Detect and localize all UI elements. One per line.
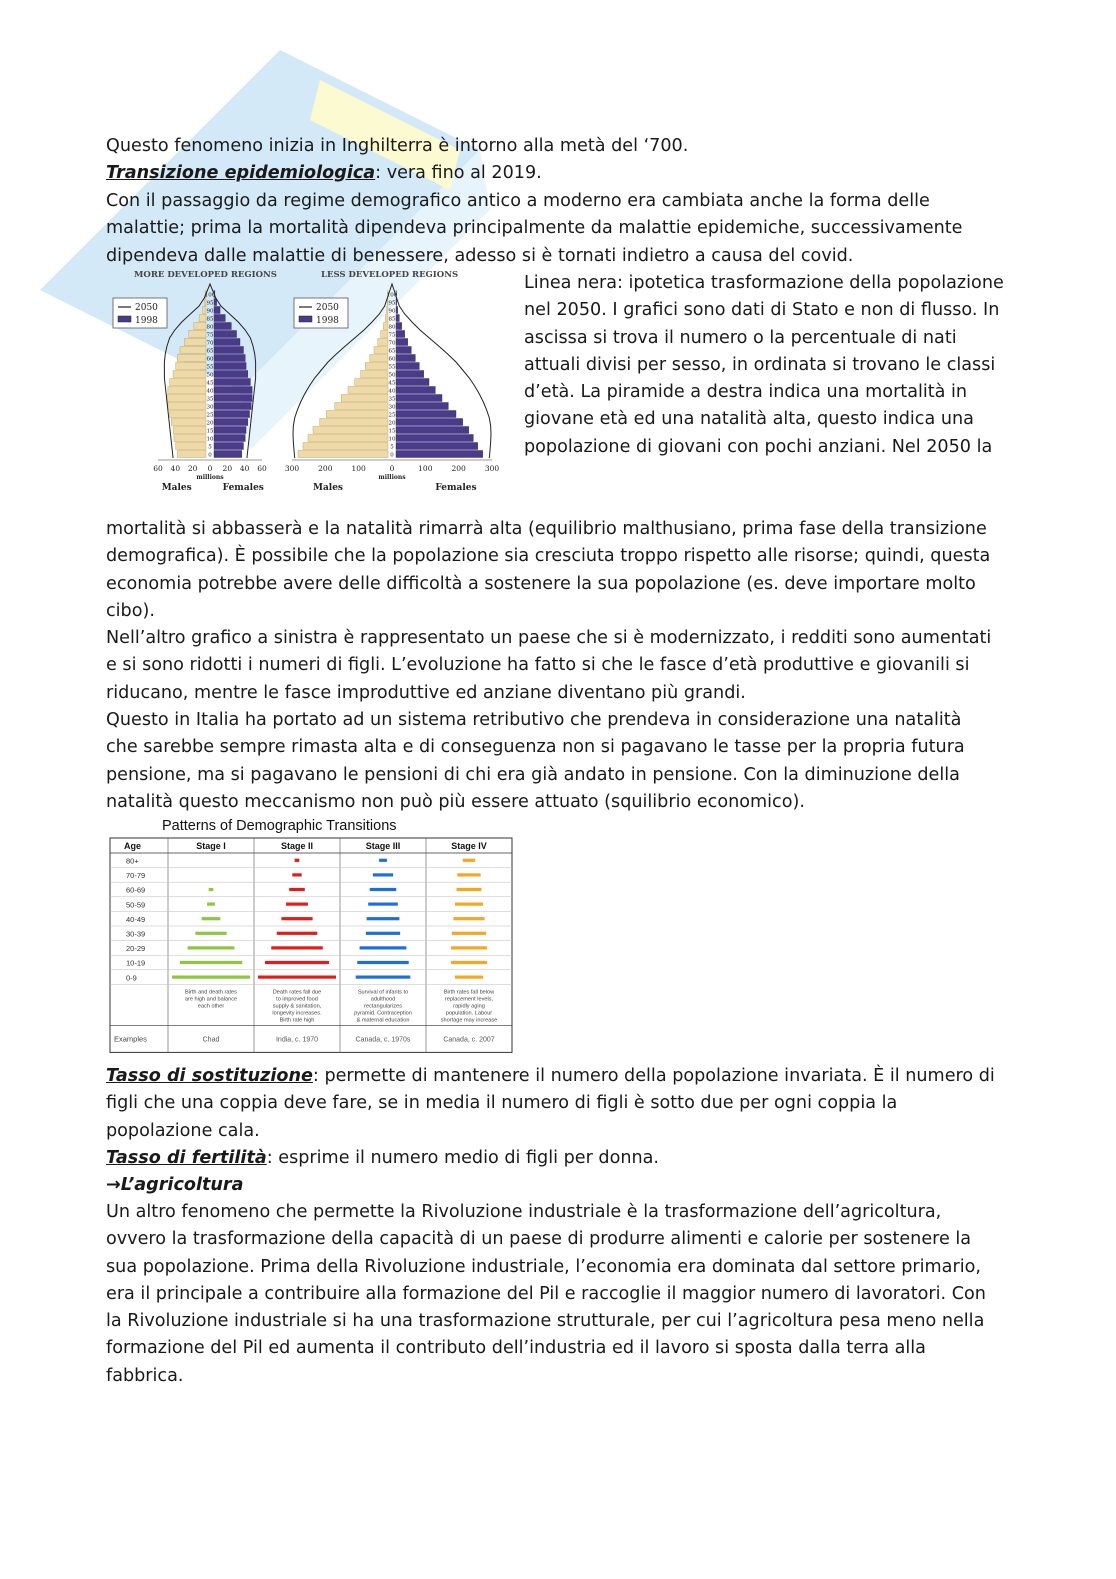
arrow-right-icon: → [106, 1175, 121, 1195]
column-header: Age [124, 841, 142, 851]
transition-bar [202, 917, 221, 920]
stage-description: shortage may increase [440, 1017, 498, 1024]
pyramid-bar-female [214, 395, 252, 402]
pyramid-bar-female [396, 403, 448, 410]
side-text-pyramids: Linea nera: ipotetica trasformazione della popolazione nel 2050. I grafici sono dati di Stato e non di flusso. In ascissa si trova il numero o la percentuale di nati attuali divisi per sesso, in ordinata si trovano le classi d’età. La piramide a destra indica una mortalità in giovane età ed una natalità alta, questo indica una popolazione di giovani con pochi anziani. Nel 2050 la [524, 273, 1004, 457]
age-tick-label: 65 [388, 348, 396, 355]
pyramid-bar-male [177, 355, 206, 362]
replacement-rate-text: : permette di mantenere il numero della popolazione invariata. È il numero di figli che una coppia deve fare, se in media il numero di figli è sotto due per ogni coppia la popolazione cala. [106, 1066, 995, 1141]
pyramid-bar-female [396, 355, 415, 362]
transition-bar [453, 917, 484, 920]
column-header: Stage IV [451, 841, 487, 851]
legend-label-2050: 2050 [316, 303, 339, 313]
pyramid-bar-male [365, 363, 388, 370]
pyramid-bar-male [194, 323, 206, 330]
pyramid-bar-female [396, 411, 456, 418]
x-tick-label: 0 [389, 464, 395, 473]
transition-bar [457, 888, 482, 891]
pyramid-bar-female [396, 419, 463, 426]
pyramid-bar-male [180, 347, 206, 354]
transition-bar [295, 859, 300, 862]
pyramid-bar-female [214, 435, 245, 442]
age-tick-label: 50 [388, 372, 396, 379]
transition-bar [457, 873, 480, 876]
pyramid-bar-female [396, 435, 473, 442]
column-header: Stage II [280, 841, 314, 851]
pyramid-bar-female [214, 331, 237, 338]
stage-description: to improved food [276, 996, 318, 1003]
age-row-label: 30-39 [126, 929, 146, 939]
transition-bar [455, 903, 483, 906]
age-row-label: 0-9 [126, 973, 137, 983]
transition-bar [292, 873, 301, 876]
age-tick-label: 25 [388, 412, 396, 419]
x-tick-label: 40 [170, 464, 181, 473]
age-tick-label: 35 [388, 396, 396, 403]
transition-bar [265, 961, 329, 964]
pyramid-bar-female [396, 331, 405, 338]
transition-bar [368, 903, 398, 906]
age-tick-label: 55 [206, 364, 214, 371]
pyramid-bar-female [396, 427, 469, 434]
age-row-label: 70-79 [126, 871, 146, 881]
transition-bar [209, 888, 214, 891]
age-row-label: 50-59 [126, 900, 146, 910]
transitions-table [110, 838, 512, 1052]
age-tick-label: 50 [206, 372, 214, 379]
pyramid-bar-female [214, 379, 250, 386]
pyramid-bar-female [396, 307, 398, 314]
legend-swatch-1998 [299, 316, 312, 322]
pyramid-bar-male [313, 427, 388, 434]
age-tick-label: 0 [390, 452, 394, 459]
age-tick-label: 45 [388, 380, 396, 387]
pyramid-bar-male [170, 411, 206, 418]
pyramid-bar-male [355, 379, 388, 386]
pyramid-bar-male [173, 371, 206, 378]
pyramid-bar-female [396, 387, 435, 394]
age-tick-label: 0 [208, 452, 212, 459]
age-tick-label: 20 [388, 420, 396, 427]
stage-description: each other [197, 1003, 225, 1010]
pyramid-bar-female [214, 451, 242, 458]
stage-description: replacement levels, [444, 996, 494, 1003]
transition-bar [271, 946, 322, 949]
pyramid-bar-male [173, 427, 206, 434]
x-tick-label: 60 [153, 464, 163, 473]
pyramid-bar-female [396, 339, 408, 346]
age-tick-label: 100 [204, 292, 216, 299]
stage-description: are high and balance [184, 996, 238, 1003]
stage-description: Birth rates fall below [443, 989, 495, 996]
age-tick-label: 75 [206, 332, 214, 339]
pyramid-bar-female [396, 315, 399, 322]
age-tick-label: 5 [208, 444, 212, 451]
age-tick-label: 10 [388, 436, 396, 443]
pyramid-bar-female [214, 347, 243, 354]
epidemiological-transition-line [106, 160, 1006, 187]
paragraph-modernized: Nell’altro grafico a sinistra è rappresentato un paese che si è modernizzato, i redditi sono aumentati e si sono ridotti i numeri di figli. L’evoluzione ha fatto si che le fasce d’età produttive e giovanili si riducano, mentre le fasce improduttive ed anziane diventano più grandi. [106, 628, 992, 703]
age-row-label: 20-29 [126, 944, 146, 954]
paragraph-agriculture: Un altro fenomeno che permette la Rivoluzione industriale è la trasformazione dell’agricoltura, ovvero la trasformazione della capacità di un paese di produrre alimenti e calorie per sostenere la sua popolazione. Prima della Rivoluzione industriale, l’economia era dominata dal settore primario, era il principale a contribuire alla formazione del Pil e raccoglie il maggior numero di lavoratori. Con la Rivoluzione industriale si ha una trasformazione strutturale, per cui l’agricoltura pesa meno nella formazione del Pil ed aumenta il contributo dell’industria ed il lavoro si sposta dalla terra alla fabbrica. [106, 1202, 986, 1386]
pyramid-bar-female [396, 443, 478, 450]
pyramid-bar-male [174, 435, 206, 442]
pyramid-bar-female [396, 323, 402, 330]
age-tick-label: 100 [386, 292, 398, 299]
transition-bar [357, 961, 408, 964]
transition-bar [370, 888, 397, 891]
stage-description: Birth and death rates [185, 989, 237, 996]
pyramid-bar-female [214, 363, 246, 370]
pyramid-bar-male [167, 395, 206, 402]
term-fertility-rate: Tasso di fertilità [106, 1148, 267, 1168]
transitions-title: Patterns of Demographic Transitions [162, 818, 397, 834]
column-header: Stage I [196, 841, 226, 851]
examples-label: Examples [114, 1034, 147, 1044]
pyramid-bar-male [177, 451, 206, 458]
pyramid-bar-female [214, 355, 245, 362]
transition-bar [463, 859, 475, 862]
demographic-transitions-figure [106, 812, 518, 1058]
age-tick-label: 40 [206, 388, 214, 395]
age-tick-label: 65 [206, 348, 214, 355]
pyramid-bar-male [383, 323, 388, 330]
stage-description: population. Labour [445, 1010, 493, 1017]
pyramid-bar-female [214, 371, 248, 378]
intro-line [106, 133, 1006, 160]
age-tick-label: 80 [206, 324, 214, 331]
pyramid-bar-female [214, 387, 252, 394]
transition-bar [207, 903, 215, 906]
intro-text: Questo fenomeno inizia in Inghilterra è intorno alla metà del ‘700. [106, 136, 689, 156]
pyramid-bar-male [168, 403, 206, 410]
stage-description: Survival of infants to [357, 989, 409, 996]
transition-bar [188, 946, 235, 949]
pyramid-bar-female [396, 347, 411, 354]
stage-example: Canada, c. 2007 [443, 1036, 495, 1044]
transition-bar [195, 932, 226, 935]
pyramid-bar-male [381, 331, 388, 338]
legend-label-2050: 2050 [135, 303, 158, 313]
pyramid-bar-male [176, 363, 206, 370]
pyramid-bar-female [396, 379, 429, 386]
age-tick-label: 25 [206, 412, 214, 419]
transition-bar [379, 859, 387, 862]
transition-bar [258, 976, 336, 979]
stage-description: supply & sanitation, [272, 1003, 322, 1010]
pyramid-bar-male [374, 347, 388, 354]
epidemiological-transition-text: : vera fino al 2019. [375, 163, 542, 183]
pyramid-bar-female [396, 451, 483, 458]
pyramid-bar-male [361, 371, 388, 378]
pyramid-less-developed [285, 270, 500, 493]
x-tick-label: 200 [451, 464, 466, 473]
x-tick-label: 40 [239, 464, 250, 473]
pyramid-bar-female [214, 419, 248, 426]
pyramid-bar-female [214, 323, 231, 330]
pyramid-bar-male [348, 387, 388, 394]
pyramid-bar-male [199, 315, 206, 322]
transition-bar [367, 917, 400, 920]
age-tick-label: 90 [206, 308, 214, 315]
pyramid-bar-male [308, 435, 388, 442]
pyramid-bar-male [326, 411, 388, 418]
stage-description: Birth rate high [279, 1017, 315, 1024]
x-tick-label: 300 [284, 464, 300, 473]
transition-bar [286, 903, 308, 906]
age-tick-label: 85 [206, 316, 214, 323]
fertility-rate-line [106, 1145, 1006, 1172]
age-tick-label: 10 [206, 436, 214, 443]
pyramid-bar-male [378, 339, 388, 346]
age-row-label: 10-19 [126, 958, 146, 968]
pyramid-bar-male [341, 395, 388, 402]
pyramid-bar-male [370, 355, 388, 362]
pyramid-bar-male [298, 451, 388, 458]
age-tick-label: 95 [388, 300, 396, 307]
age-tick-label: 15 [206, 428, 214, 435]
pyramid-bar-male [170, 379, 206, 386]
pyramid-bar-male [203, 307, 206, 314]
stage-example: Chad [202, 1036, 220, 1044]
age-tick-label: 85 [388, 316, 396, 323]
pyramid-bar-female [396, 395, 442, 402]
age-row-label: 60-69 [126, 885, 146, 895]
stage-example: India, c. 1970 [275, 1036, 319, 1044]
pyramid-title: LESS DEVELOPED REGIONS [321, 270, 459, 280]
legend-label-1998: 1998 [135, 316, 158, 326]
transition-bar [451, 961, 487, 964]
replacement-rate-paragraph [106, 1063, 1006, 1145]
term-epidemiological-transition: Transizione epidemiologica [106, 163, 376, 183]
pyramid-bar-female [214, 411, 250, 418]
stage-description: & maternal education [356, 1017, 410, 1024]
pyramid-bar-female [214, 427, 246, 434]
pyramid-bar-male [189, 331, 206, 338]
age-tick-label: 40 [388, 388, 396, 395]
age-tick-label: 35 [206, 396, 214, 403]
paragraph-italy-pensions: Questo in Italia ha portato ad un sistema retributivo che prendeva in considerazione una natalità che sarebbe sempre rimasta alta e di conseguenza non si pagavano le tasse per la propria futura pensione, ma si pagavano le pensioni di chi era già andato in pensione. Con la diminuzione della natalità questo meccanismo non può più essere attuato (squilibrio economico). [106, 710, 965, 812]
age-tick-label: 70 [388, 340, 396, 347]
stage-description: rectangularizes [364, 1003, 402, 1010]
transition-bar [455, 976, 483, 979]
stage-example: Canada, c. 1970s [355, 1036, 411, 1044]
legend-swatch-1998 [118, 316, 131, 322]
pyramid-bar-female [396, 371, 424, 378]
x-tick-label: 100 [418, 464, 433, 473]
x-unit-label: millions [378, 474, 406, 481]
paragraph-disease-transition: Con il passaggio da regime demografico antico a moderno era cambiata anche la forma delle malattie; prima la mortalità dipendeva principalmente da malattie epidemiche, successivamente dipendeva dalle malattie di benessere, adesso si è tornati indietro a causa del covid. [106, 191, 963, 266]
x-tick-label: 20 [222, 464, 233, 473]
pyramid-bar-male [303, 443, 388, 450]
x-unit-label: millions [196, 474, 224, 481]
age-tick-label: 55 [388, 364, 396, 371]
x-tick-label: 0 [207, 464, 213, 473]
transition-bar [172, 976, 250, 979]
x-tick-label: 100 [351, 464, 366, 473]
pyramid-title: MORE DEVELOPED REGIONS [134, 270, 277, 280]
pyramid-bar-male [171, 419, 206, 426]
age-tick-label: 15 [388, 428, 396, 435]
x-tick-label: 60 [257, 464, 267, 473]
pyramid-bar-male [184, 339, 206, 346]
age-tick-label: 70 [206, 340, 214, 347]
pyramid-bar-male [168, 387, 206, 394]
transition-bar [366, 932, 400, 935]
x-label-females: Females [435, 483, 477, 493]
age-tick-label: 30 [206, 404, 214, 411]
transition-bar [180, 961, 242, 964]
paragraph-malthusian: mortalità si abbasserà e la natalità rimarrà alta (equilibrio malthusiano, prima fase della transizione demografica). È possibile che la popolazione sia cresciuta troppo rispetto alle risorse; quindi, questa economia potrebbe avere delle difficoltà a sostenere la sua popolazione (es. deve importare molto cibo). [106, 519, 991, 621]
age-tick-label: 20 [206, 420, 214, 427]
x-label-males: Males [312, 483, 344, 493]
transition-bar [452, 932, 486, 935]
age-tick-label: 30 [388, 404, 396, 411]
legend-label-1998: 1998 [316, 316, 339, 326]
transition-bar [277, 932, 318, 935]
x-label-females: Females [222, 483, 264, 493]
pyramid-bar-female [214, 315, 225, 322]
pyramid-bar-male [176, 443, 206, 450]
pyramid-bar-female [214, 339, 240, 346]
age-row-label: 80+ [126, 856, 139, 866]
fertility-rate-text: : esprime il numero medio di figli per donna. [266, 1148, 660, 1168]
age-tick-label: 80 [388, 324, 396, 331]
stage-description: rapidly aging [453, 1003, 485, 1010]
age-tick-label: 90 [388, 308, 396, 315]
pyramid-bar-male [335, 403, 388, 410]
transition-bar [451, 946, 487, 949]
age-tick-label: 75 [388, 332, 396, 339]
age-row-label: 40-49 [126, 914, 146, 924]
age-tick-label: 5 [390, 444, 394, 451]
age-tick-label: 95 [206, 300, 214, 307]
transition-bar [281, 917, 312, 920]
term-replacement-rate: Tasso di sostituzione [106, 1066, 313, 1086]
pyramid-more-developed [113, 270, 277, 493]
stage-description: adulthood [370, 996, 396, 1003]
age-tick-label: 60 [388, 356, 396, 363]
transition-bar [356, 976, 411, 979]
stage-description: longevity increases. [272, 1010, 322, 1017]
transition-bar [289, 888, 305, 891]
population-pyramids-figure [106, 268, 506, 500]
pyramid-bar-female [396, 299, 397, 306]
heading-text: L’agricoltura [120, 1175, 244, 1195]
x-tick-label: 300 [484, 464, 500, 473]
column-header: Stage III [365, 841, 401, 851]
x-tick-label: 200 [318, 464, 333, 473]
pyramid-bar-female [214, 403, 251, 410]
stage-description: Death rates fall due [272, 989, 322, 996]
pyramid-bar-female [214, 443, 243, 450]
transition-bar [373, 873, 393, 876]
age-tick-label: 45 [206, 380, 214, 387]
age-tick-label: 60 [206, 356, 214, 363]
pyramid-bar-male [320, 419, 388, 426]
x-tick-label: 20 [187, 464, 198, 473]
pyramid-bar-female [214, 307, 220, 314]
x-label-males: Males [161, 483, 192, 493]
stage-description: pyramid. Contraception [354, 1010, 412, 1017]
section-heading-agriculture [106, 1172, 1006, 1199]
transition-bar [360, 946, 407, 949]
pyramid-bar-female [396, 363, 419, 370]
